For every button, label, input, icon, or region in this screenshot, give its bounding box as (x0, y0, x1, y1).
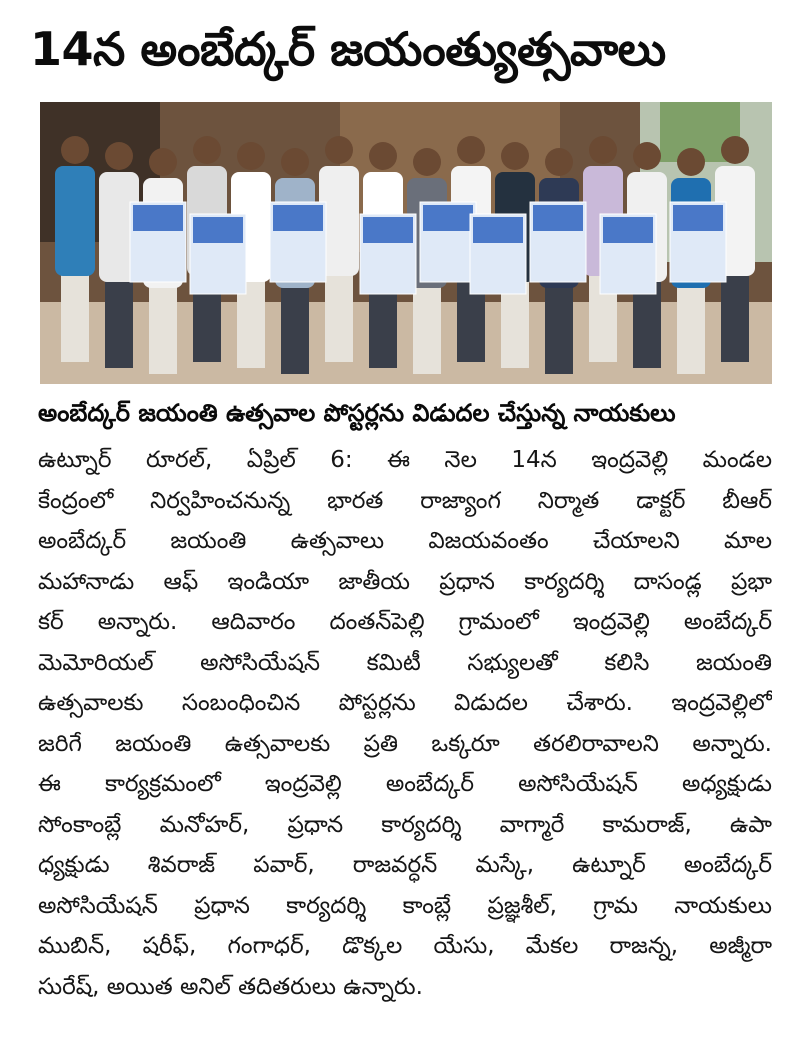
body-line: కేంద్రంలో నిర్వహించనున్న భారత రాజ్యాంగ నిర్మాత డాక్టర్ బీఆర్ (38, 487, 772, 514)
body-line: ఈ కార్యక్రమంలో ఇంద్రవెల్లి అంబేద్కర్ అసోసియేషన్ అధ్యక్షుడు (38, 771, 772, 797)
person-figure (55, 136, 95, 362)
article-photo (40, 102, 772, 384)
poster (470, 214, 526, 294)
poster (670, 202, 726, 282)
body-line: జరిగే జయంతి ఉత్సవాలకు ప్రతి ఒక్కరూ తరలిరావాలని అన్నారు. (38, 730, 772, 757)
body-line: ముబిన్, షరీఫ్, గంగాధర్, డొక్కల యేసు, మేకల రాజన్న, అజ్మీరా (38, 933, 772, 959)
photo-caption: అంబేద్కర్ జయంతి ఉత్సవాల పోస్టర్లను విడుదల చేస్తున్న నాయకులు (38, 399, 676, 427)
poster (270, 202, 326, 282)
poster (530, 202, 586, 282)
poster (190, 214, 246, 294)
body-line: కర్ అన్నారు. ఆదివారం దంతన్‌పెల్లి గ్రామంలో ఇంద్రవెల్లి అంబేద్కర్ (38, 609, 772, 635)
body-line: సురేష్, అయిత అనిల్ తదితరులు ఉన్నారు. (38, 973, 423, 1000)
body-line: ధ్యక్షుడు శివరాజ్ పవార్, రాజవర్ధన్ మస్కే, ఉట్నూర్ అంబేద్కర్ (38, 852, 772, 878)
body-line: అసోసియేషన్ ప్రధాన కార్యదర్శి కాంబ్లే ప్రజ్ఞశీల్, గ్రామ నాయకులు (38, 892, 772, 919)
body-line: మెమోరియల్ అసోసియేషన్ కమిటీ సభ్యులతో కలిసి జయంతి (38, 649, 772, 676)
body-line: ఉట్నూర్ రూరల్, ఏప్రిల్ 6: ఈ నెల 14న ఇంద్రవెల్లి మండల (38, 447, 772, 473)
article-headline: 14న అంబేద్కర్ జయంత్యుత్సవాలు (30, 22, 666, 76)
poster (420, 202, 476, 282)
group-photo-image (40, 102, 772, 384)
body-line: ఉత్సవాలకు సంబంధించిన పోస్టర్లను విడుదల చేశారు. ఇంద్రవెల్లిలో (38, 690, 772, 716)
article-body (38, 440, 772, 1007)
body-line: సోంకాంబ్లే మనోహర్, ప్రధాన కార్యదర్శి వాగ్మారే కామరాజ్, ఉపా (38, 811, 772, 838)
body-line: మహానాడు ఆఫ్ ఇండియా జాతీయ ప్రధాన కార్యదర్శి దాసండ్ల ప్రభా (38, 568, 772, 595)
body-line: అంబేద్కర్ జయంతి ఉత్సవాలు విజయవంతం చేయాలని మాల (38, 528, 772, 554)
poster (360, 214, 416, 294)
poster (130, 202, 186, 282)
poster (600, 214, 656, 294)
